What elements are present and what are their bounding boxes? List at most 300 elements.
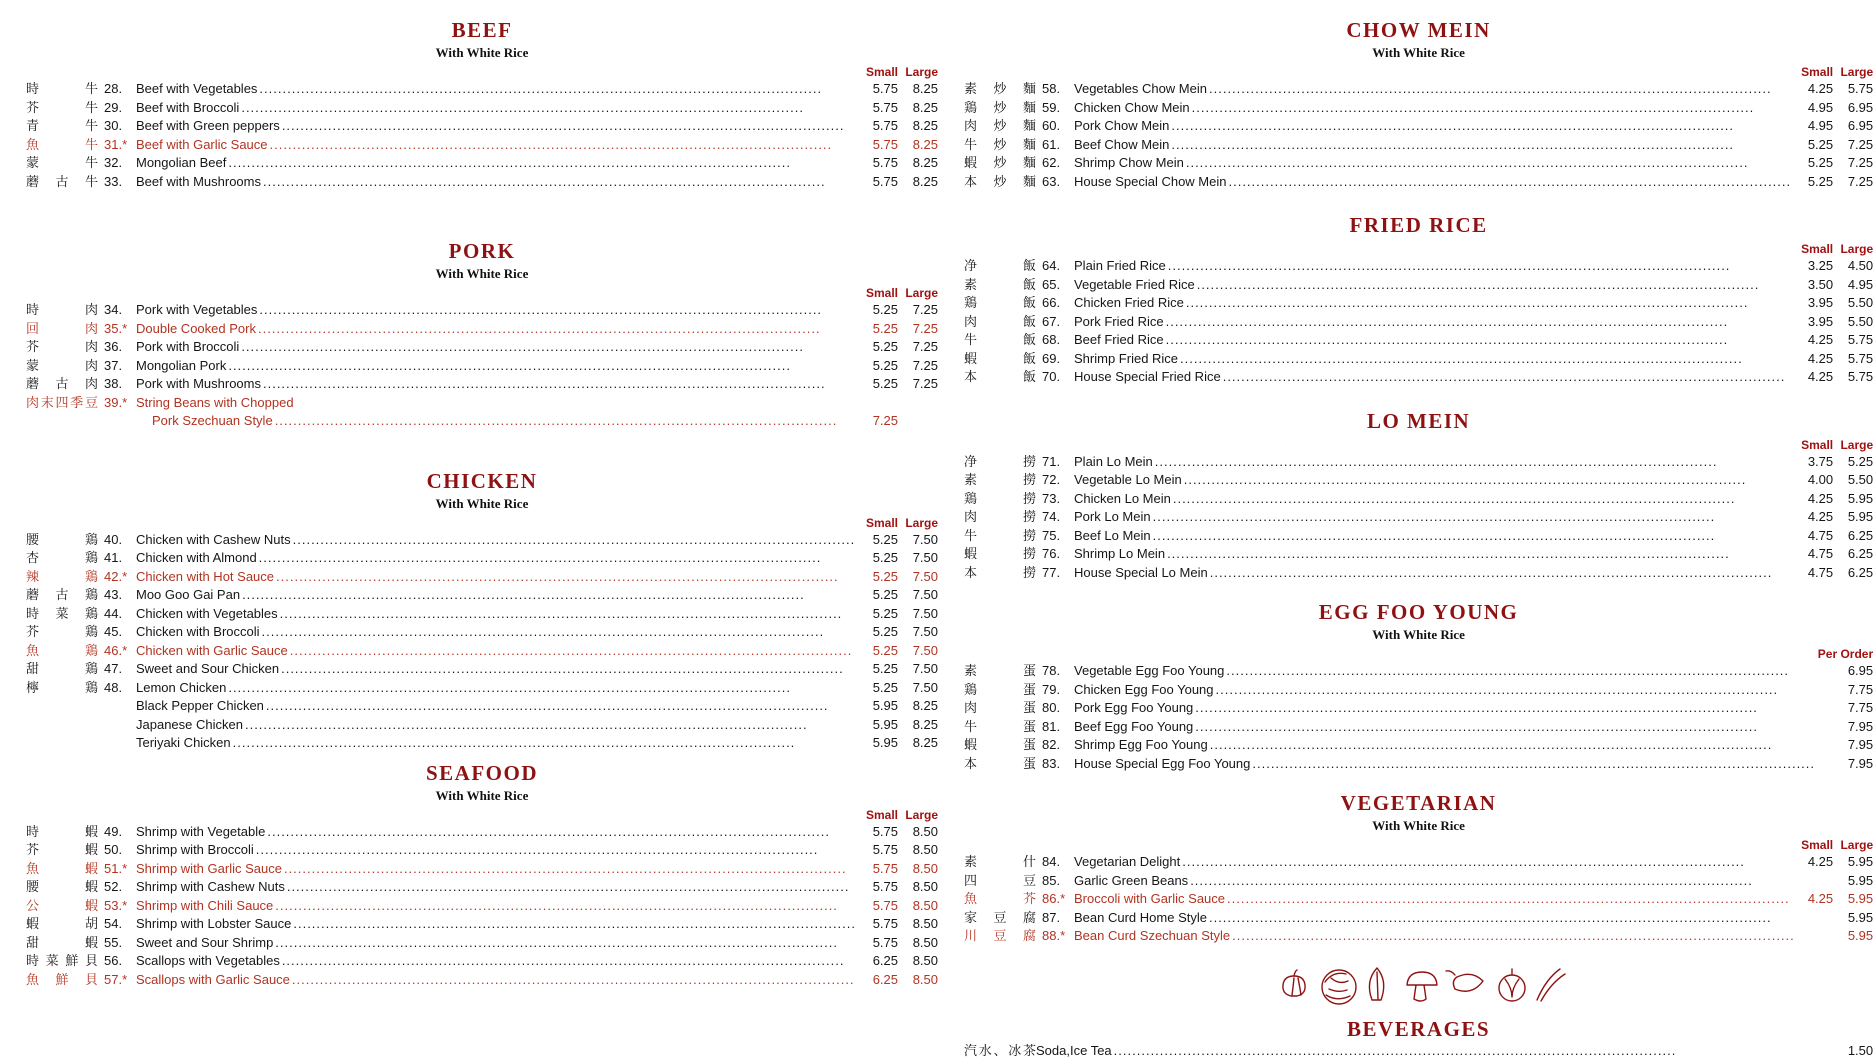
item-number: 28.	[98, 80, 136, 99]
item-number: 30.	[98, 117, 136, 136]
price-header-label: Large	[1833, 65, 1873, 79]
item-number: 53.*	[98, 897, 136, 916]
item-price-large: 5.95	[1833, 909, 1873, 928]
cn-char: 魚	[964, 890, 977, 909]
right-column	[964, 18, 1873, 1060]
cn-char: 鮮	[65, 952, 78, 971]
dot-leader	[1228, 173, 1791, 192]
dot-leader	[1226, 662, 1831, 681]
cn-char: 撈	[1023, 564, 1036, 583]
cn-char: 鶏	[85, 623, 98, 642]
item-name: Pork with Vegetables	[136, 301, 257, 320]
menu-page	[0, 0, 800, 1060]
cn-char: 芥	[1023, 890, 1036, 909]
menu-item	[964, 718, 1873, 737]
dot-leader	[276, 568, 856, 587]
cn-char: 麵	[1023, 173, 1036, 192]
item-number: 44.	[98, 605, 136, 624]
dot-leader	[1182, 853, 1791, 872]
section-title: EGG FOO YOUNG	[964, 600, 1873, 625]
item-price-large: 8.50	[898, 934, 938, 953]
dot-leader	[1166, 313, 1792, 332]
menu-item	[964, 755, 1873, 774]
item-price-small: 7.25	[858, 412, 898, 431]
chinese-name	[964, 1042, 1036, 1060]
menu-item	[964, 276, 1873, 295]
cn-char: 肉	[85, 338, 98, 357]
chinese-name	[26, 301, 98, 320]
item-name: Chicken with Almond	[136, 549, 257, 568]
item-number: 69.	[1036, 350, 1074, 369]
item-price-large: 8.50	[898, 823, 938, 842]
cn-char: 茶	[1023, 1042, 1036, 1060]
item-name: Sweet and Sour Shrimp	[136, 934, 273, 953]
dot-leader	[259, 301, 856, 320]
item-number: 60.	[1036, 117, 1074, 136]
item-name: Chicken with Hot Sauce	[136, 568, 274, 587]
item-price-large: 7.50	[898, 642, 938, 661]
item-price-large: 8.25	[898, 99, 938, 118]
cn-char: 鶏	[964, 294, 977, 313]
chinese-name	[964, 350, 1036, 369]
chinese-name	[964, 276, 1036, 295]
cn-char: 撈	[1023, 527, 1036, 546]
menu-item	[964, 257, 1873, 276]
price-headers	[26, 516, 938, 530]
cn-char: 本	[964, 368, 977, 387]
item-price-large: 7.50	[898, 679, 938, 698]
item-price-large: 7.25	[1833, 154, 1873, 173]
dot-leader	[1155, 453, 1791, 472]
cn-char: 汽	[964, 1042, 977, 1060]
item-price-large: 6.25	[1833, 527, 1873, 546]
menu-item	[964, 154, 1873, 173]
dot-leader	[1190, 872, 1831, 891]
section-title: CHOW MEIN	[964, 18, 1873, 43]
chinese-name	[964, 294, 1036, 313]
item-name: Vegetable Fried Rice	[1074, 276, 1195, 295]
menu-item	[964, 117, 1873, 136]
dot-leader	[293, 531, 856, 550]
price-header-label: Large	[898, 808, 938, 822]
dot-leader	[241, 338, 856, 357]
item-name: Shrimp with Vegetable	[136, 823, 265, 842]
chinese-name	[26, 136, 98, 155]
chinese-name	[964, 927, 1036, 946]
item-number: 35.*	[98, 320, 136, 339]
dot-leader	[263, 173, 856, 192]
item-price-small: 5.25	[1793, 154, 1833, 173]
chinese-name	[964, 853, 1036, 872]
item-price-small: 5.75	[858, 860, 898, 879]
item-number: 43.	[98, 586, 136, 605]
dot-leader	[1167, 545, 1791, 564]
menu-item	[964, 909, 1873, 928]
item-price-small: 5.25	[858, 586, 898, 605]
item-price-small: 3.25	[1793, 257, 1833, 276]
menu-item	[26, 357, 938, 376]
item-price-small: 5.25	[858, 301, 898, 320]
item-name: Black Pepper Chicken	[136, 697, 264, 716]
menu-item	[964, 136, 1873, 155]
menu-item	[26, 934, 938, 953]
dot-leader	[259, 80, 856, 99]
cn-char: 水	[979, 1042, 992, 1060]
dot-leader	[282, 952, 856, 971]
dot-leader	[1171, 117, 1791, 136]
chinese-name	[964, 755, 1036, 774]
item-price-small: 4.95	[1793, 117, 1833, 136]
cn-char: 肉	[964, 508, 977, 527]
chinese-name	[26, 878, 98, 897]
menu-item	[964, 545, 1873, 564]
item-price-small: 5.75	[858, 136, 898, 155]
cn-char: 鶏	[85, 531, 98, 550]
chinese-name	[964, 136, 1036, 155]
dot-leader	[263, 375, 856, 394]
item-price-small: 5.25	[858, 605, 898, 624]
section-lo_mein	[964, 409, 1873, 583]
item-price-large: 8.25	[898, 716, 938, 735]
chinese-name	[26, 952, 98, 971]
chinese-name	[26, 117, 98, 136]
chinese-name	[26, 394, 98, 413]
item-price-large: 8.25	[898, 136, 938, 155]
cn-char: 蘑	[26, 586, 39, 605]
cn-char: 肉	[85, 301, 98, 320]
item-price-small: 4.25	[1793, 853, 1833, 872]
menu-item	[26, 154, 938, 173]
item-number: 64.	[1036, 257, 1074, 276]
item-price-small: 6.25	[858, 952, 898, 971]
item-price-small: 5.75	[858, 841, 898, 860]
chinese-name	[964, 331, 1036, 350]
chinese-name	[964, 117, 1036, 136]
chinese-name	[26, 338, 98, 357]
item-number: 67.	[1036, 313, 1074, 332]
cn-char: 回	[26, 320, 39, 339]
dot-leader	[266, 697, 856, 716]
item-price-small: 4.75	[1793, 564, 1833, 583]
cn-char: 蝦	[85, 897, 98, 916]
item-number: 83.	[1036, 755, 1074, 774]
price-headers	[26, 65, 938, 79]
menu-item	[26, 679, 938, 698]
item-name: Lemon Chicken	[136, 679, 226, 698]
dot-leader	[1153, 508, 1792, 527]
price-header-label: Small	[858, 65, 898, 79]
cn-char: 芥	[26, 338, 39, 357]
menu-item	[964, 99, 1873, 118]
cn-char: 牛	[85, 154, 98, 173]
item-number: 63.	[1036, 173, 1074, 192]
menu-item	[26, 841, 938, 860]
item-name: Shrimp with Chili Sauce	[136, 897, 273, 916]
section-beverages	[964, 1017, 1873, 1060]
chinese-name	[26, 99, 98, 118]
dot-leader	[262, 623, 856, 642]
chinese-name	[964, 662, 1036, 681]
section-title: BEVERAGES	[964, 1017, 1873, 1042]
chinese-name	[26, 375, 98, 394]
chinese-name	[964, 527, 1036, 546]
chinese-name	[964, 890, 1036, 909]
dot-leader	[233, 734, 856, 753]
chinese-name	[26, 915, 98, 934]
menu-item	[964, 699, 1873, 718]
item-number: 49.	[98, 823, 136, 842]
menu-item	[26, 412, 938, 431]
item-name: Shrimp with Garlic Sauce	[136, 860, 282, 879]
item-price-large: 5.75	[1833, 331, 1873, 350]
item-name: Pork with Mushrooms	[136, 375, 261, 394]
dot-leader	[282, 117, 856, 136]
item-name: Vegetable Lo Mein	[1074, 471, 1182, 490]
cn-char: 川	[964, 927, 977, 946]
item-number: 47.	[98, 660, 136, 679]
cn-char: 芥	[26, 841, 39, 860]
menu-item	[26, 80, 938, 99]
item-price-small: 5.75	[858, 934, 898, 953]
item-name: Bean Curd Szechuan Style	[1074, 927, 1230, 946]
item-number: 40.	[98, 531, 136, 550]
cn-char: 蝦	[964, 545, 977, 564]
item-price-large: 6.95	[1833, 99, 1873, 118]
dot-leader	[287, 878, 856, 897]
item-number: 45.	[98, 623, 136, 642]
cn-char: 蒙	[26, 154, 39, 173]
dot-leader	[292, 971, 856, 990]
item-price-small: 4.25	[1793, 80, 1833, 99]
cn-char: 胡	[85, 915, 98, 934]
menu-item	[26, 642, 938, 661]
item-number: 36.	[98, 338, 136, 357]
cn-char: 鶏	[85, 549, 98, 568]
item-price-small: 4.75	[1793, 545, 1833, 564]
item-number: 75.	[1036, 527, 1074, 546]
cn-char: 牛	[85, 136, 98, 155]
section-beef	[26, 18, 938, 191]
cn-char: 甜	[26, 934, 39, 953]
chinese-name	[26, 549, 98, 568]
item-price-large: 4.50	[1833, 257, 1873, 276]
chinese-name	[26, 860, 98, 879]
dot-leader	[1166, 331, 1792, 350]
section-pork	[26, 239, 938, 431]
dot-leader	[275, 412, 856, 431]
cn-char: 蝦	[26, 915, 39, 934]
item-price-large: 7.25	[898, 357, 938, 376]
item-price-small: 5.25	[858, 375, 898, 394]
item-number: 46.*	[98, 642, 136, 661]
cn-char: 菜	[55, 605, 68, 624]
cn-char: 、	[993, 1042, 1006, 1060]
item-number: 79.	[1036, 681, 1074, 700]
item-name: Pork with Broccoli	[136, 338, 239, 357]
section-title: PORK	[26, 239, 938, 264]
cn-char: 净	[964, 453, 977, 472]
dot-leader	[270, 136, 857, 155]
cn-char: 蛋	[1023, 681, 1036, 700]
dot-leader	[1197, 276, 1791, 295]
chinese-name	[26, 586, 98, 605]
cn-char: 肉	[85, 375, 98, 394]
cn-char: 蝦	[85, 823, 98, 842]
item-name: Garlic Green Beans	[1074, 872, 1188, 891]
item-name: Pork Egg Foo Young	[1074, 699, 1193, 718]
menu-item	[964, 564, 1873, 583]
cn-char: 鶏	[964, 490, 977, 509]
item-name: Pork Fried Rice	[1074, 313, 1164, 332]
cn-char: 蝦	[964, 350, 977, 369]
item-name: Beef with Vegetables	[136, 80, 257, 99]
item-price-small: 5.25	[858, 679, 898, 698]
item-price-small: 5.75	[858, 117, 898, 136]
cn-char: 蛋	[1023, 662, 1036, 681]
item-price-large: 5.50	[1833, 313, 1873, 332]
price-header-label: Large	[898, 516, 938, 530]
cn-char: 肉	[964, 313, 977, 332]
price-headers	[26, 808, 938, 822]
item-price-large: 5.95	[1833, 872, 1873, 891]
item-price-large: 7.25	[1833, 173, 1873, 192]
item-number: 41.	[98, 549, 136, 568]
item-price-small: 4.25	[1793, 490, 1833, 509]
item-price-small: 5.25	[858, 660, 898, 679]
item-price-large: 8.50	[898, 915, 938, 934]
cn-char: 貝	[85, 971, 98, 990]
item-number: 34.	[98, 301, 136, 320]
item-price-small: 5.75	[858, 915, 898, 934]
menu-item	[26, 716, 938, 735]
cn-char: 甜	[26, 660, 39, 679]
menu-item	[964, 853, 1873, 872]
item-price-large: 5.75	[1833, 368, 1873, 387]
item-number: 59.	[1036, 99, 1074, 118]
menu-item	[26, 568, 938, 587]
item-name: Chicken Chow Mein	[1074, 99, 1190, 118]
item-number: 85.	[1036, 872, 1074, 891]
item-number: 72.	[1036, 471, 1074, 490]
price-header-label: Small	[1793, 838, 1833, 852]
menu-item	[964, 927, 1873, 946]
item-name: Beef with Broccoli	[136, 99, 239, 118]
dot-leader	[1209, 80, 1791, 99]
cn-char: 炒	[994, 117, 1007, 136]
cn-char: 蛋	[1023, 755, 1036, 774]
dot-leader	[1210, 564, 1791, 583]
cn-char: 净	[964, 257, 977, 276]
menu-items	[964, 257, 1873, 387]
chinese-name	[964, 872, 1036, 891]
section-subtitle: With White Rice	[26, 788, 938, 804]
item-price-large: 8.25	[898, 734, 938, 753]
menu-item	[26, 320, 938, 339]
chinese-name	[26, 897, 98, 916]
dot-leader	[293, 915, 856, 934]
item-number: 38.	[98, 375, 136, 394]
price-headers	[964, 838, 1873, 852]
cn-char: 蛋	[1023, 718, 1036, 737]
item-name: Chicken with Broccoli	[136, 623, 260, 642]
dot-leader	[228, 154, 856, 173]
item-price-small: 5.75	[858, 823, 898, 842]
dot-leader	[1114, 1042, 1831, 1060]
item-price: 1.50	[1833, 1042, 1873, 1060]
item-number: 37.	[98, 357, 136, 376]
chinese-name	[964, 545, 1036, 564]
item-price-small: 5.75	[858, 897, 898, 916]
cn-char: 鶏	[85, 642, 98, 661]
dot-leader	[280, 605, 856, 624]
item-price-small: 5.25	[858, 568, 898, 587]
cn-char: 牛	[85, 80, 98, 99]
item-price-large: 5.95	[1833, 890, 1873, 909]
item-number: 31.*	[98, 136, 136, 155]
cn-char: 牛	[964, 136, 977, 155]
item-number: 51.*	[98, 860, 136, 879]
chinese-name	[964, 681, 1036, 700]
section-title: FRIED RICE	[964, 213, 1873, 238]
item-price-small: 3.95	[1793, 313, 1833, 332]
item-price-large: 8.25	[898, 154, 938, 173]
item-name: Beef Lo Mein	[1074, 527, 1151, 546]
cn-char: 麵	[1023, 117, 1036, 136]
price-header-label: Large	[898, 65, 938, 79]
dot-leader	[1223, 368, 1791, 387]
chinese-name	[26, 841, 98, 860]
item-number: 32.	[98, 154, 136, 173]
item-price: 7.95	[1833, 736, 1873, 755]
cn-char: 冰	[1008, 1042, 1021, 1060]
dot-leader	[258, 320, 856, 339]
menu-item	[26, 531, 938, 550]
item-number: 68.	[1036, 331, 1074, 350]
cn-char: 蛋	[1023, 699, 1036, 718]
item-name: Chicken Fried Rice	[1074, 294, 1184, 313]
cn-char: 魚	[26, 860, 39, 879]
item-number: 76.	[1036, 545, 1074, 564]
cn-char: 炒	[994, 136, 1007, 155]
cn-char: 飯	[1023, 257, 1036, 276]
item-price-large: 7.50	[898, 605, 938, 624]
section-subtitle: With White Rice	[964, 818, 1873, 834]
chinese-name	[964, 453, 1036, 472]
item-name: Soda,Ice Tea	[1036, 1042, 1112, 1060]
section-title: CHICKEN	[26, 469, 938, 494]
price-header-label: Small	[858, 516, 898, 530]
menu-item	[26, 734, 938, 753]
section-veg_art	[964, 954, 1873, 1015]
dot-leader	[275, 934, 856, 953]
item-number: 33.	[98, 173, 136, 192]
item-price-small: 3.95	[1793, 294, 1833, 313]
chinese-name	[964, 909, 1036, 928]
item-price-large: 5.95	[1833, 490, 1873, 509]
item-price-small: 3.75	[1793, 453, 1833, 472]
item-price-small: 4.95	[1793, 99, 1833, 118]
chinese-name	[26, 660, 98, 679]
cn-char: 肉	[26, 394, 39, 413]
menu-item	[964, 471, 1873, 490]
dot-leader	[1153, 527, 1792, 546]
item-name: Pork Szechuan Style	[136, 412, 273, 431]
item-name: Japanese Chicken	[136, 716, 243, 735]
price-header-label: Small	[1793, 242, 1833, 256]
cn-char: 鶏	[964, 681, 977, 700]
item-price-large: 8.25	[898, 697, 938, 716]
dot-leader	[281, 660, 856, 679]
